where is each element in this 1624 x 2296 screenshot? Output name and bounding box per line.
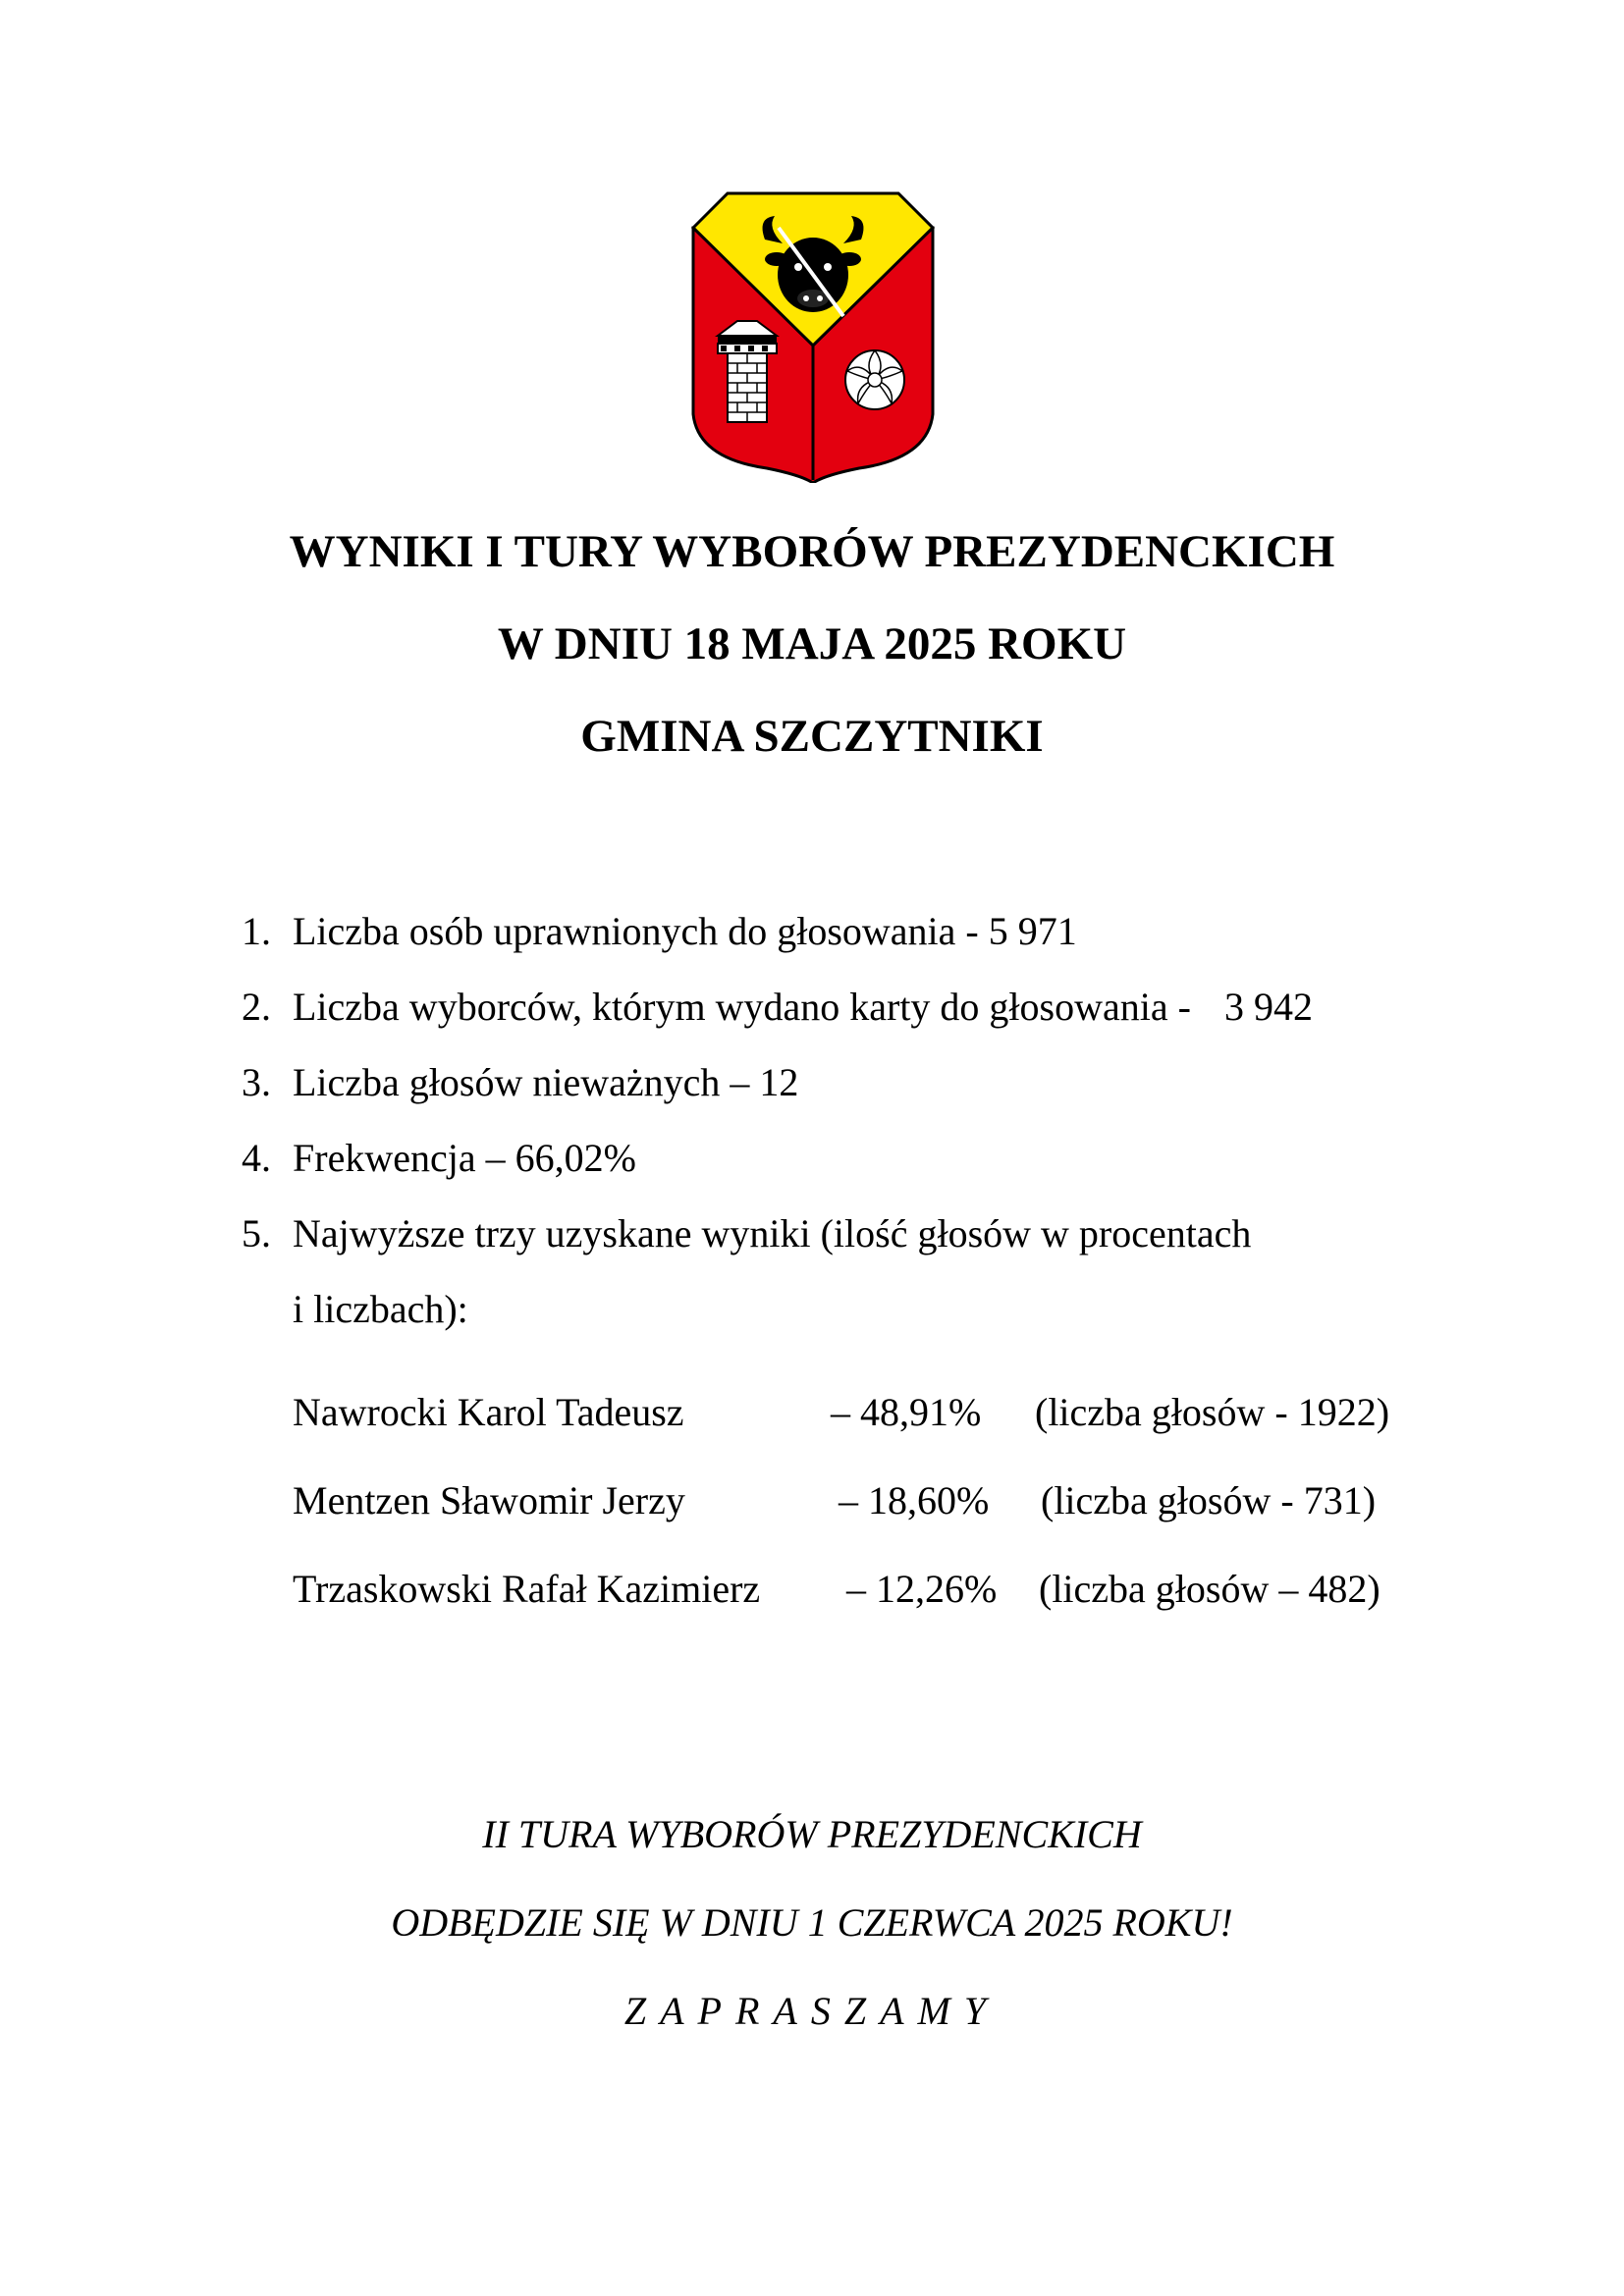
list-item bbox=[242, 1120, 1313, 1196]
closing-line-3: ZAPRASZAMY bbox=[623, 1989, 1001, 2033]
facts-list bbox=[242, 893, 1313, 1347]
candidate-votes: (liczba głosów – 482) bbox=[1039, 1567, 1380, 1611]
candidate-percent: – 48,91% bbox=[831, 1390, 982, 1434]
list-number: 4. bbox=[242, 1136, 271, 1180]
list-number: 3. bbox=[242, 1060, 271, 1104]
candidate-votes: (liczba głosów - 731) bbox=[1041, 1478, 1377, 1522]
list-item bbox=[242, 893, 1313, 969]
fact-text-continued: i liczbach): bbox=[293, 1287, 468, 1331]
candidate-name: Nawrocki Karol Tadeusz bbox=[293, 1390, 684, 1434]
list-item bbox=[242, 969, 1313, 1044]
list-item bbox=[242, 1044, 1313, 1120]
fact-value: 3 942 bbox=[1223, 985, 1313, 1029]
candidate-name: Trzaskowski Rafał Kazimierz bbox=[293, 1567, 761, 1611]
fact-text: Frekwencja – 66,02% bbox=[293, 1136, 636, 1180]
title-line-2: W DNIU 18 MAJA 2025 ROKU bbox=[497, 618, 1127, 669]
fact-text: Liczba głosów nieważnych – 12 bbox=[293, 1060, 799, 1104]
candidate-name: Mentzen Sławomir Jerzy bbox=[293, 1478, 685, 1522]
title-line-1: WYNIKI I TURY WYBORÓW PREZYDENCKICH bbox=[289, 526, 1335, 577]
closing-line-2: ODBĘDZIE SIĘ W DNIU 1 CZERWCA 2025 ROKU! bbox=[391, 1900, 1233, 1945]
fact-text: Liczba osób uprawnionych do głosowania - 5 971 bbox=[293, 909, 1077, 953]
rose-icon bbox=[845, 350, 904, 409]
fact-text: Najwyższe trzy uzyskane wyniki (ilość głosów w procentach bbox=[293, 1211, 1252, 1255]
list-number: 1. bbox=[242, 909, 271, 953]
candidate-percent: – 18,60% bbox=[839, 1478, 990, 1522]
list-item bbox=[242, 1196, 1313, 1347]
list-number: 2. bbox=[242, 985, 271, 1029]
coat-of-arms-icon bbox=[688, 188, 938, 483]
candidate-votes: (liczba głosów - 1922) bbox=[1035, 1390, 1390, 1434]
closing-line-1: II TURA WYBORÓW PREZYDENCKICH bbox=[482, 1812, 1142, 1856]
fact-text: Liczba wyborców, którym wydano karty do głosowania - bbox=[293, 985, 1191, 1029]
tower-icon bbox=[718, 321, 777, 422]
title-line-3: GMINA SZCZYTNIKI bbox=[580, 711, 1044, 762]
list-number: 5. bbox=[242, 1211, 271, 1255]
candidate-percent: – 12,26% bbox=[846, 1567, 998, 1611]
